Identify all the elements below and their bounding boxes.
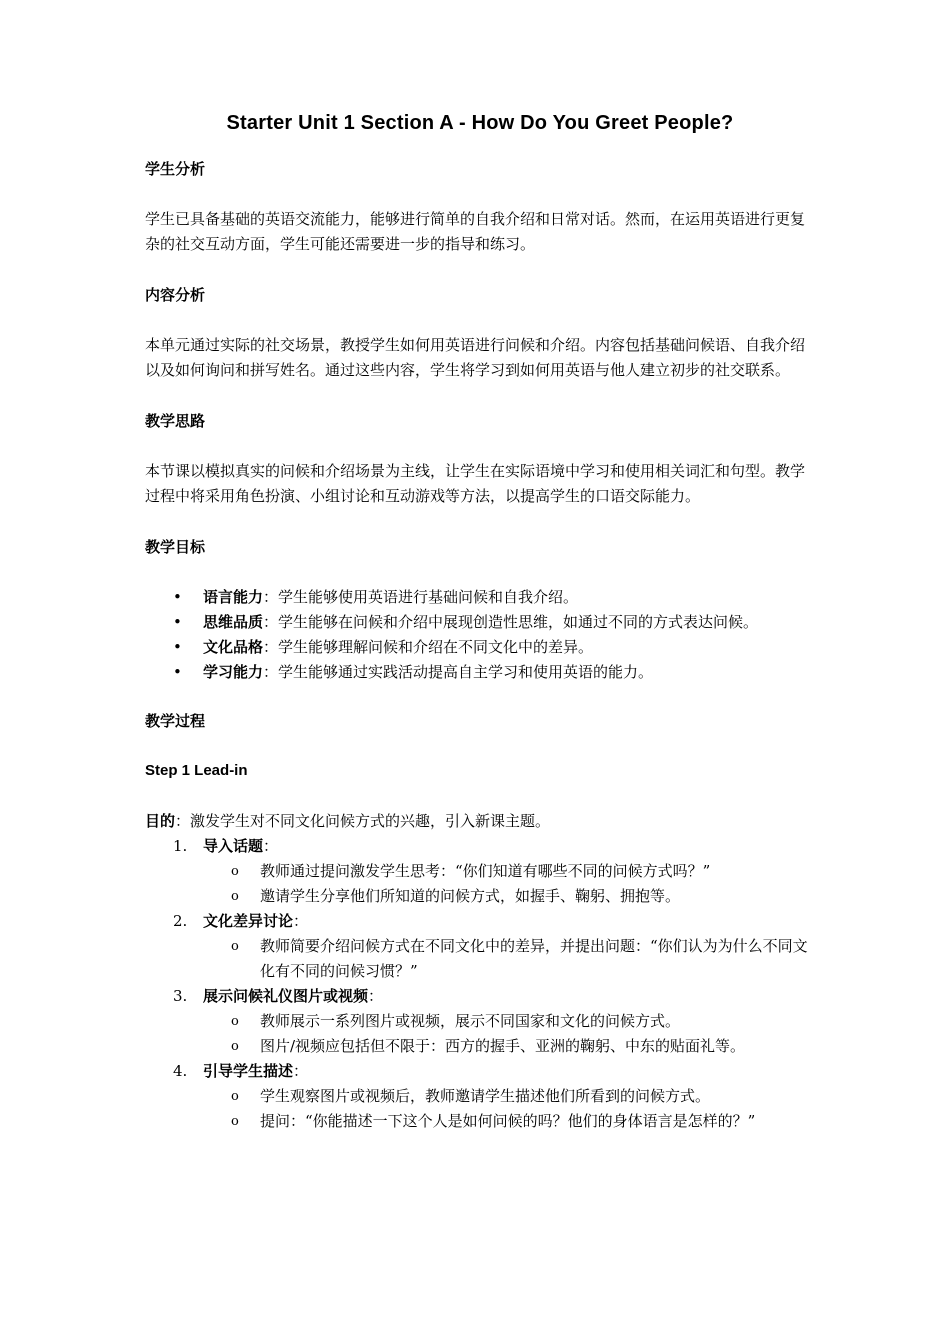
objective-text: 学生能够通过实践活动提高自主学习和使用英语的能力。 — [278, 663, 654, 681]
section-text-teaching-approach: 本节课以模拟真实的问候和介绍场景为主线，让学生在实际语境中学习和使用相关词汇和句型。教学过程中将采用角色扮演、小组讨论和互动游戏等方法，以提高学生的口语交际能力。 — [145, 462, 806, 505]
bullet-icon: • — [173, 638, 182, 656]
sub-item-text: 图片/视频应包括但不限于：西方的握手、亚洲的鞠躬、中东的贴面礼等。 — [260, 1037, 746, 1055]
circle-bullet-icon: o — [231, 1039, 239, 1054]
sub-item-text: 邀请学生分享他们所知道的问候方式，如握手、鞠躬、拥抱等。 — [260, 887, 681, 905]
document-title: Starter Unit 1 Section A - How Do You Greet People? — [226, 112, 734, 134]
step-purpose — [145, 809, 815, 834]
objective-label: 思维品质 — [203, 613, 264, 631]
objective-separator: ： — [263, 588, 279, 606]
sub-list — [203, 1084, 815, 1134]
item-number: 4. — [173, 1062, 188, 1080]
sub-item-text: 教师展示一系列图片或视频，展示不同国家和文化的问候方式。 — [260, 1012, 681, 1030]
item-separator: ： — [293, 1062, 309, 1080]
objective-text: 学生能够理解问候和介绍在不同文化中的差异。 — [278, 638, 594, 656]
objective-text: 学生能够使用英语进行基础问候和自我介绍。 — [278, 588, 579, 606]
bullet-icon: • — [173, 613, 182, 631]
item-separator: ： — [263, 837, 279, 855]
item-title: 文化差异讨论 — [203, 912, 294, 930]
item-title: 导入话题 — [203, 837, 264, 855]
list-item — [145, 585, 815, 610]
section-heading-process: 教学过程 — [145, 712, 206, 730]
objectives-list — [145, 585, 815, 685]
objective-label: 文化品格 — [203, 638, 264, 656]
sub-item-text: 学生观察图片或视频后，教师邀请学生描述他们所看到的问候方式。 — [260, 1087, 711, 1105]
section-heading-teaching-approach: 教学思路 — [145, 412, 206, 430]
sub-item-text: 教师通过提问激发学生思考：“你们知道有哪些不同的问候方式吗？” — [260, 862, 711, 880]
list-item — [145, 834, 815, 909]
sub-list — [203, 859, 815, 909]
sub-list — [203, 1009, 815, 1059]
circle-bullet-icon: o — [231, 1089, 239, 1104]
objective-label: 语言能力 — [203, 588, 264, 606]
list-item — [203, 884, 815, 909]
objective-separator: ： — [263, 638, 279, 656]
item-number: 2. — [173, 912, 188, 930]
objective-text: 学生能够在问候和介绍中展现创造性思维，如通过不同的方式表达问候。 — [278, 613, 759, 631]
section-text-student-analysis: 学生已具备基础的英语交流能力，能够进行简单的自我介绍和日常对话。然而，在运用英语进行更复杂的社交互动方面，学生可能还需要进一步的指导和练习。 — [145, 210, 806, 253]
sub-item-text: 教师简要介绍问候方式在不同文化中的差异，并提出问题：“你们认为为什么不同文化有不同的问候习惯？” — [260, 937, 808, 980]
circle-bullet-icon: o — [231, 1114, 239, 1129]
list-item — [203, 1084, 815, 1109]
section-heading-content-analysis: 内容分析 — [145, 286, 206, 304]
list-item — [145, 984, 815, 1059]
item-separator: ： — [368, 987, 384, 1005]
list-item — [145, 610, 815, 635]
list-item — [203, 934, 815, 984]
item-number: 1. — [173, 837, 188, 855]
section-heading-student-analysis: 学生分析 — [145, 160, 206, 178]
bullet-icon: • — [173, 588, 182, 606]
list-item — [203, 859, 815, 884]
item-number: 3. — [173, 987, 188, 1005]
list-item — [203, 1109, 815, 1134]
item-separator: ： — [293, 912, 309, 930]
purpose-separator: ： — [175, 812, 191, 830]
circle-bullet-icon: o — [231, 864, 239, 879]
purpose-label: 目的 — [145, 812, 176, 830]
list-item — [145, 660, 815, 685]
step-heading: Step 1 Lead-in — [145, 762, 248, 779]
circle-bullet-icon: o — [231, 1014, 239, 1029]
objective-separator: ： — [263, 613, 279, 631]
circle-bullet-icon: o — [231, 889, 239, 904]
list-item — [145, 1059, 815, 1134]
list-item — [203, 1034, 815, 1059]
list-item — [203, 1009, 815, 1034]
step-items-list — [145, 834, 815, 1134]
section-heading-objectives: 教学目标 — [145, 538, 206, 556]
list-item — [145, 909, 815, 984]
sub-list — [203, 934, 815, 984]
section-text-content-analysis: 本单元通过实际的社交场景，教授学生如何用英语进行问候和介绍。内容包括基础问候语、自我介绍以及如何询问和拼写姓名。通过这些内容，学生将学习到如何用英语与他人建立初步的社交联系。 — [145, 336, 806, 379]
bullet-icon: • — [173, 663, 182, 681]
item-title: 展示问候礼仪图片或视频 — [203, 987, 369, 1005]
sub-item-text: 提问：“你能描述一下这个人是如何问候的吗？他们的身体语言是怎样的？” — [260, 1112, 756, 1130]
document-body — [145, 112, 815, 1134]
objective-separator: ： — [263, 663, 279, 681]
purpose-text: 激发学生对不同文化问候方式的兴趣，引入新课主题。 — [190, 812, 551, 830]
objective-label: 学习能力 — [203, 663, 264, 681]
list-item — [145, 635, 815, 660]
circle-bullet-icon: o — [231, 939, 239, 954]
item-title: 引导学生描述 — [203, 1062, 294, 1080]
